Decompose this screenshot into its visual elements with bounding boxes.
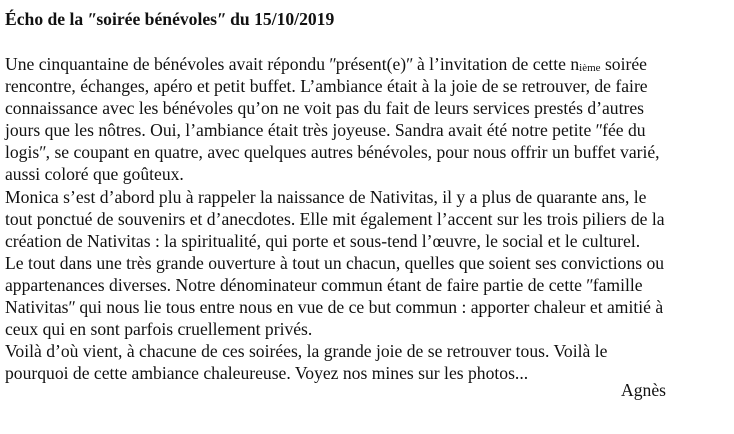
text-line-7: Monica s’est d’abord plu à rappeler la naissance de Nativitas, il y a plus de quarante ans, le [5, 186, 647, 207]
text-line-15: pourquoi de cette ambiance chaleureuse. Voyez nos mines sur les photos... [5, 363, 529, 384]
text-line-4: jours que les nôtres. Oui, l’ambiance était très joyeuse. Sandra avait été notre petite ʺfée du [5, 120, 646, 141]
text-line-11: appartenances diverses. Notre dénominateur commun étant de faire partie de cette ʺfamille [5, 274, 643, 295]
text-line-1-start: Une cinquantaine de bénévoles avait répondu ʺprésent(e)ʺ à l’invitation de cette n [5, 54, 580, 74]
ordinal-suffix: ième [579, 62, 601, 74]
text-line-8: tout ponctué de souvenirs et d’anecdotes. Elle mit également l’accent sur les trois piliers de la [5, 208, 665, 229]
text-line-2: rencontre, échanges, apéro et petit buffet. L’ambiance était à la joie de se retrouver, de faire [5, 76, 648, 97]
author-signature: Agnès [621, 380, 666, 400]
document-title: Écho de la ʺsoirée bénévolesʺ du 15/10/2019 [5, 9, 335, 29]
text-line-1-end: soirée [600, 54, 647, 74]
text-line-12: Nativitasʺ qui nous lie tous entre nous en vue de ce but commun : apporter chaleur et amitié à [5, 297, 664, 318]
text-line-13: ceux qui en sont parfois cruellement privés. [5, 319, 313, 340]
text-line-9: création de Nativitas : la spiritualité, qui porte et sous-tend l’œuvre, le social et le culturel. [5, 230, 641, 251]
text-line-3: connaissance avec les bénévoles qu’on ne voit pas du fait de leurs services prestés d’autres [5, 98, 645, 119]
text-line-10: Le tout dans une très grande ouverture à tout un chacun, quelles que soient ses convictions ou [5, 252, 665, 273]
text-line-6: aussi coloré que goûteux. [5, 164, 184, 185]
text-line-14: Voilà d’où vient, à chacune de ces soirées, la grande joie de se retrouver tous. Voilà le [5, 341, 608, 362]
article-body [5, 53, 725, 384]
text-line-1 [5, 53, 725, 75]
text-line-5: logisʺ, se coupant en quatre, avec quelques autres bénévoles, pour nous offrir un buffet varié, [5, 142, 660, 163]
